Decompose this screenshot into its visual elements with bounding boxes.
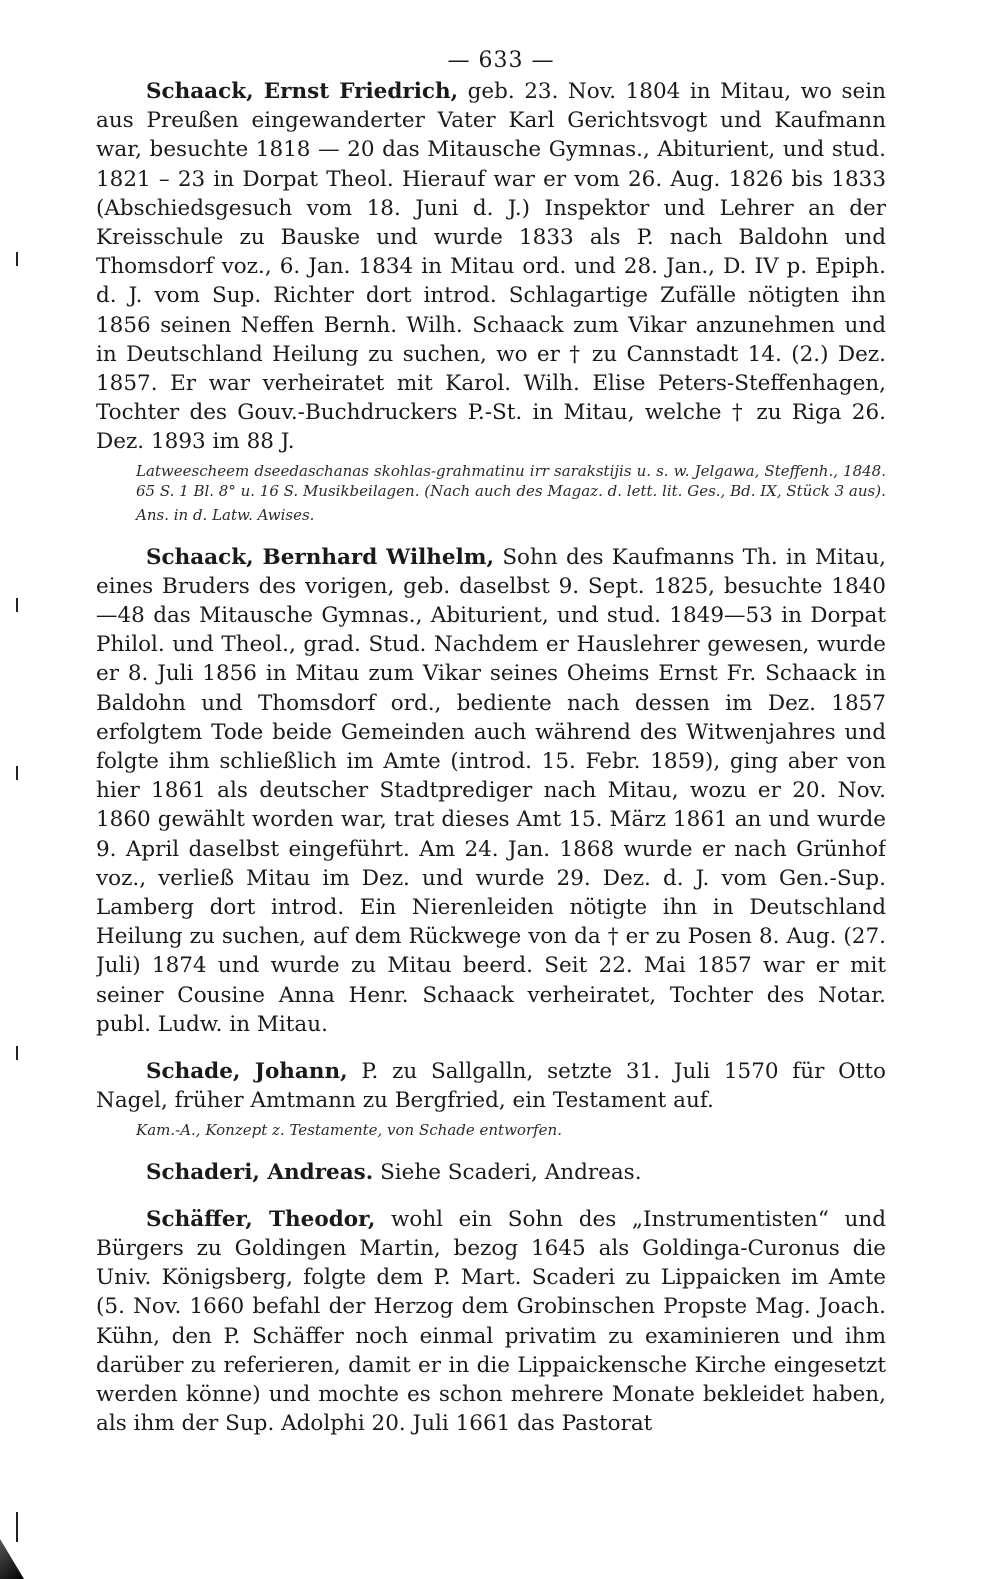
margin-mark-1 xyxy=(16,252,18,266)
margin-mark-4 xyxy=(16,1046,18,1060)
entry-first-line xyxy=(96,77,886,457)
entry-note: Latweescheem dseedaschanas skohlas-grahmatinu irr sarakstijis u. s. w. Jelgawa, Steffenh., 1848. 65 S. 1 Bl. 8° u. 16 S. Musikbeilagen. (Nach auch des Magaz. d. lett. lit. Ges., Bd. IX, Stück 3 aus). xyxy=(136,461,886,500)
entry-text: wohl ein Sohn des „Instrumentisten“ und Bürgers zu Goldingen Martin, bezog 1645 als Goldinga-Curonus die Univ. Königsberg, folgte dem P. Mart. Scaderi zu Lippaicken im Amte (5. Nov. 1660 befahl der Herzog dem Grobinschen Propste Mag. Joach. Kühn, den P. Schäffer noch einmal privatim zu examinieren und ihm darüber zu referieren, damit er in die Lippaickensche Kirche eingesetzt werden könne) und mochte es schon mehrere Monate bekleidet haben, als ihm der Sup. Adolphi 20. Juli 1661 das Pastorat xyxy=(96,1206,886,1437)
entry-source-note: Kam.-A., Konzept z. Testamente, von Schade entworfen. xyxy=(136,1120,562,1139)
entry-headword: Schaack, Ernst Friedrich, xyxy=(146,79,459,104)
page-number: — 633 — xyxy=(447,48,555,73)
entry-text: Siehe Scaderi, Andreas. xyxy=(380,1159,642,1185)
margin-mark-3 xyxy=(16,766,18,780)
entry-headword: Schade, Johann, xyxy=(146,1059,348,1085)
entry-body xyxy=(96,1205,886,1439)
entry-schaack-bernhard xyxy=(96,543,886,1039)
margin-mark-5 xyxy=(16,1512,18,1542)
document-page xyxy=(96,48,886,1548)
entry-first-line xyxy=(96,1057,886,1115)
page-edge-shadow xyxy=(0,1539,24,1579)
entry-headword: Schäffer, Theodor, xyxy=(146,1206,376,1232)
entry-text: geb. 23. Nov. 1804 in Mitau, wo sein aus Preußen eingewanderter Vater Karl Gerichtsvogt und Kaufmann war, besuchte 1818 — 20 das Mitausche Gymnas., Abiturient, und stud. 1821 – 23 in Dorpat Theol. Hierauf war er vom 26. Aug. 1826 bis 1833 (Abschiedsgesuch vom 18. Juni d. J.) Inspektor und Lehrer an der Kreisschule zu Bauske und wurde 1833 als P. nach Baldohn und Thomsdorf voz., 6. Jan. 1834 in Mitau ord. und 28. Jan., D. IV p. Epiph. d. J. vom Sup. Richter dort introd. Schlagartige Zufälle nötigten ihn 1856 seinen Neffen Bernh. Wilh. Schaack zum Vikar anzunehmen und in Deutschland Heilung zu suchen, wo er † zu Cannstadt 14. (2.) Dez. 1857. Er war verheiratet mit Karol. Wilh. Elise Peters-Steffenhagen, Tochter des Gouv.-Buchdruckers P.-St. in Mitau, welche † zu Riga 26. Dez. 1893 im 88 J. xyxy=(96,79,886,455)
entry-body xyxy=(96,543,886,1039)
entry-text: Sohn des Kaufmanns Th. in Mitau, eines Bruders des vorigen, geb. daselbst 9. Sept. 1825, besuchte 1840—48 das Mitausche Gymnas., Abiturient, und stud. 1849—53 in Dorpat Philol. und Theol., grad. Stud. Nachdem er Hauslehrer gewesen, wurde er 8. Juli 1856 in Mitau zum Vikar seines Oheims Ernst Fr. Schaack in Baldohn und Thomsdorf ord., bediente nach dessen im Dez. 1857 erfolgtem Tode beide Gemeinden auch während des Witwenjahres und folgte ihm schließlich im Amte (introd. 15. Febr. 1859), ging aber von hier 1861 als deutscher Stadtprediger nach Mitau, wozu er 20. Nov. 1860 gewählt worden war, trat dieses Amt 15. März 1861 an und wurde 9. April daselbst eingeführt. Am 24. Jan. 1868 wurde er nach Grünhof voz., verließ Mitau im Dez. und wurde 29. Dez. d. J. vom Gen.-Sup. Lamberg dort introd. Ein Nierenleiden nötigte ihn in Deutschland Heilung zu suchen, auf dem Rückwege von da † er zu Posen 8. Aug. (27. Juli) 1874 und wurde zu Mitau beerd. Seit 22. Mai 1857 war er mit seiner Cousine Anna Henr. Schaack verheiratet, Tochter des Notar. publ. Ludw. in Mitau. xyxy=(96,544,886,1037)
entry-headword: Schaack, Bernhard Wilhelm, xyxy=(146,544,495,570)
entry-body xyxy=(96,1158,886,1187)
entry-first-line xyxy=(96,543,886,1039)
entry-first-line xyxy=(96,1205,886,1439)
entry-schaack-ernst xyxy=(96,77,886,525)
entry-schaeffer-theodor xyxy=(96,1205,886,1439)
margin-mark-2 xyxy=(16,598,18,612)
entry-text: P. zu Sallgalln, setzte 31. Juli 1570 für Otto Nagel, früher Amtmann zu Bergfried, ein Testament auf. xyxy=(96,1059,886,1114)
entry-schade-johann xyxy=(96,1057,886,1139)
entry-headword: Schaderi, Andreas. xyxy=(146,1159,374,1185)
entry-schaderi-andreas xyxy=(96,1158,886,1187)
entry-source-note: Ans. in d. Latw. Awises. xyxy=(136,505,315,524)
entry-body xyxy=(96,77,886,457)
entry-first-line xyxy=(96,1158,886,1187)
entry-body xyxy=(96,1057,886,1115)
